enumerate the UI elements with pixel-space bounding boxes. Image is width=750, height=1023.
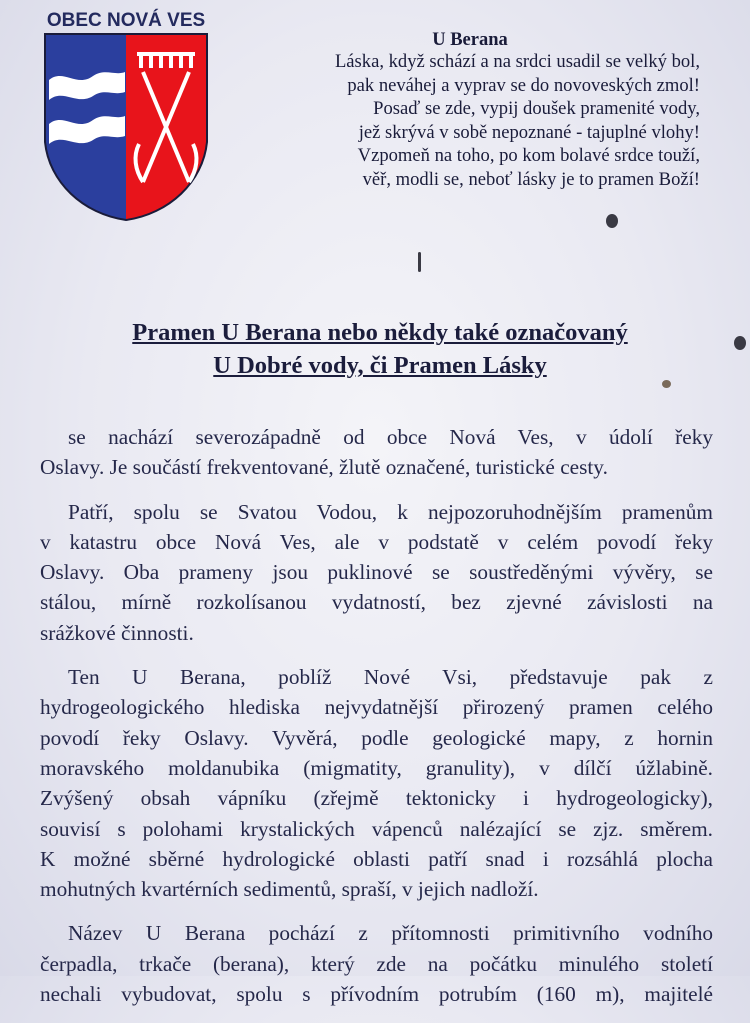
- text-line: moravského moldanubika (migmatity, granulity), v dílčí úžlabině.: [40, 755, 713, 780]
- text-line: srážkové činnosti.: [40, 620, 194, 645]
- paragraph: [40, 918, 713, 1009]
- poem-line: věř, modli se, neboť lásky je to pramen Boží!: [362, 168, 700, 190]
- text-line: stálou, mírně rozkolísanou vydatností, bez zjevné závislosti na: [40, 590, 713, 615]
- text-line: Název U Berana pochází z přítomnosti primitivního vodního: [68, 921, 713, 946]
- text-line: Zvýšený obsah vápníku (zřejmě tektonicky i hydrogeologicky),: [40, 786, 713, 811]
- poem-line: jež skrývá v sobě nepoznané - tajuplné vlohy!: [358, 121, 700, 143]
- text-line: Oslavy. Oba prameny jsou puklinové se soustředěnými vývěry, se: [40, 560, 713, 585]
- poem-line: Láska, když schází a na srdci usadil se velký bol,: [334, 51, 700, 72]
- text-line: Ten U Berana, poblíž Nové Vsi, představuje pak z: [68, 665, 713, 690]
- poem-line: pak neváhej a vyprav se do novoveských zmol!: [347, 74, 700, 96]
- shield-emblem: [43, 32, 209, 222]
- text-line: Oslavy. Je součástí frekventované, žlutě označené, turistické cesty.: [40, 455, 608, 480]
- poem-line: Vzpomeň na toho, po kom bolavé srdce touží,: [357, 145, 700, 167]
- coat-of-arms: [40, 10, 212, 222]
- paragraph: [40, 497, 713, 648]
- text-line: čerpadla, trkače (berana), který zde na počátku minulého století: [40, 951, 713, 976]
- poem: [230, 28, 720, 192]
- text-line: Patří, spolu se Svatou Vodou, k nejpozoruhodnějším pramenům: [68, 499, 713, 524]
- text-line: hydrogeologického hlediska nejvydatnější přirozený pramen celého: [40, 695, 713, 720]
- text-line: v katastru obce Nová Ves, ale v podstatě v celém povodí řeky: [40, 529, 713, 554]
- poem-line: Posaď se zde, vypij doušek pramenité vody,: [373, 98, 700, 120]
- poem-title: U Berana: [432, 30, 508, 50]
- stain-mark: [606, 214, 618, 228]
- stain-mark: [418, 252, 421, 272]
- page-heading: [60, 316, 700, 382]
- text-line: povodí řeky Oslavy. Vyvěrá, podle geologické mapy, z hornin: [40, 725, 713, 750]
- coat-of-arms-label: OBEC NOVÁ VES: [46, 10, 206, 31]
- body-text: [40, 422, 713, 1023]
- text-line: souvisí s polohami krystalických vápenců nalézající se zjz. směrem.: [40, 816, 713, 841]
- stain-mark: [662, 380, 671, 388]
- paragraph: [40, 422, 713, 483]
- text-line: K možné sběrné hydrologické oblasti patří snad i rozsáhlá plocha: [40, 846, 713, 871]
- stain-mark: [734, 336, 746, 350]
- heading-line: Pramen U Berana nebo někdy také označovaný: [132, 319, 628, 346]
- text-line: mohutných kvartérních sedimentů, spraší, v jejich nadloží.: [40, 877, 539, 902]
- text-line: se nachází severozápadně od obce Nová Ves, v údolí řeky: [68, 425, 713, 449]
- heading-line: U Dobré vody, či Pramen Lásky: [213, 352, 547, 379]
- text-line: nechali vybudovat, spolu s přívodním potrubím (160 m), majitelé: [40, 982, 713, 1007]
- paragraph: [40, 662, 713, 904]
